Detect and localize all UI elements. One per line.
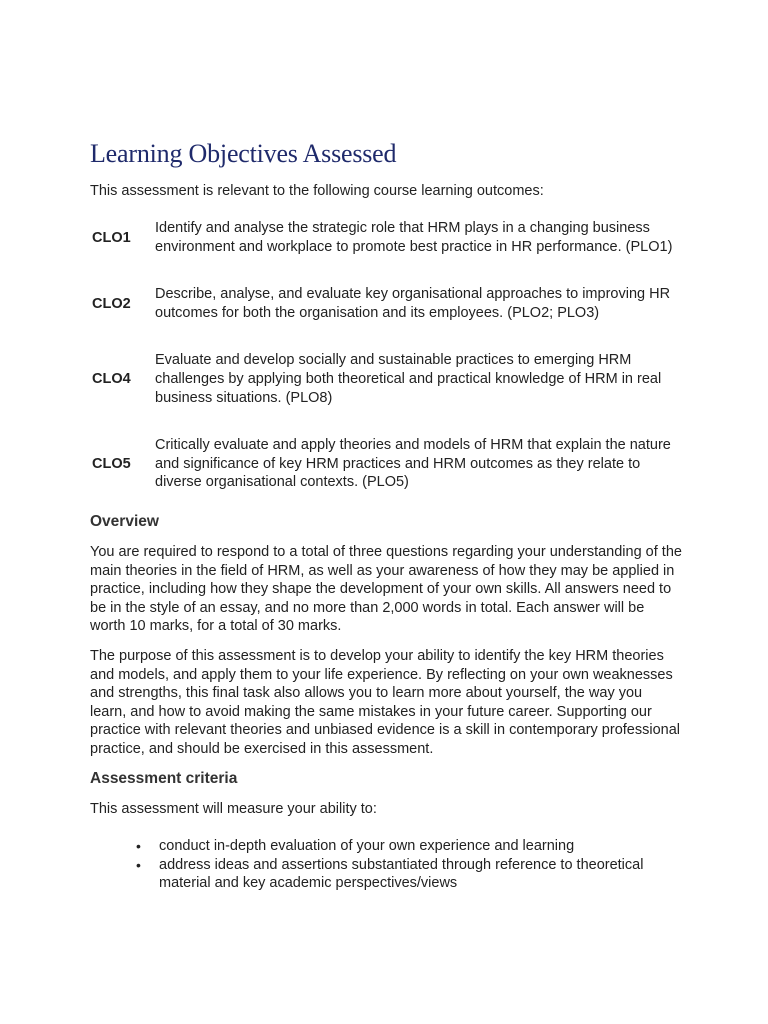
list-item-text: conduct in-depth evaluation of your own experience and learning <box>159 838 575 855</box>
clo-description: Describe, analyse, and evaluate key organisational approaches to improving HR outcomes for both the organisation and its employees. (PLO2; PLO3) <box>155 286 671 321</box>
clo-code: CLO4 <box>92 371 131 388</box>
criteria-intro: This assessment will measure your ability to: <box>90 801 377 818</box>
overview-paragraph-2: The purpose of this assessment is to develop your ability to identify the key HRM theories and models, and apply them to your life experience. By reflecting on your own weaknesses and strengths, this final task also allows you to learn more about yourself, the way you learn, and how to avoid making the same mistakes in your future career. Supporting our practice with relevant theories and unbiased evidence is a skill in contemporary professional practice, and should be exercised in this assessment. <box>90 647 680 757</box>
clo-row-2 <box>90 285 682 322</box>
document-page <box>90 138 682 893</box>
clo-row-1 <box>90 219 682 256</box>
clo-table <box>90 219 682 492</box>
list-item <box>90 856 682 893</box>
clo-code: CLO5 <box>92 456 131 473</box>
clo-code: CLO2 <box>92 295 131 312</box>
criteria-heading: Assessment criteria <box>90 770 238 788</box>
clo-code: CLO1 <box>92 229 131 246</box>
bullet-icon: • <box>136 838 141 855</box>
clo-description: Identify and analyse the strategic role that HRM plays in a changing business environment and workplace to promote best practice in HR performance. (PLO1) <box>155 220 673 255</box>
clo-row-4 <box>90 436 682 492</box>
intro-text: This assessment is relevant to the following course learning outcomes: <box>90 183 544 199</box>
overview-paragraph-1: You are required to respond to a total of three questions regarding your understanding of the main theories in the field of HRM, as well as your awareness of how they may be applied in practice, including how they shape the development of your own skills. All answers need to be in the style of an essay, and no more than 2,000 words in total. Each answer will be worth 10 marks, for a total of 30 marks. <box>90 543 682 635</box>
list-item <box>90 837 682 856</box>
list-item-text: address ideas and assertions substantiated through reference to theoretical material and key academic perspectives/views <box>159 856 644 892</box>
clo-row-3 <box>90 351 682 407</box>
clo-description: Critically evaluate and apply theories and models of HRM that explain the nature and significance of key HRM practices and HRM outcomes as they relate to diverse organisational contexts. (PLO5) <box>155 437 671 491</box>
overview-heading: Overview <box>90 512 159 530</box>
criteria-list <box>90 837 682 893</box>
bullet-icon: • <box>136 856 141 873</box>
page-title: Learning Objectives Assessed <box>90 139 397 168</box>
clo-description: Evaluate and develop socially and sustainable practices to emerging HRM challenges by applying both theoretical and practical knowledge of HRM in real business situations. (PLO8) <box>155 352 662 406</box>
